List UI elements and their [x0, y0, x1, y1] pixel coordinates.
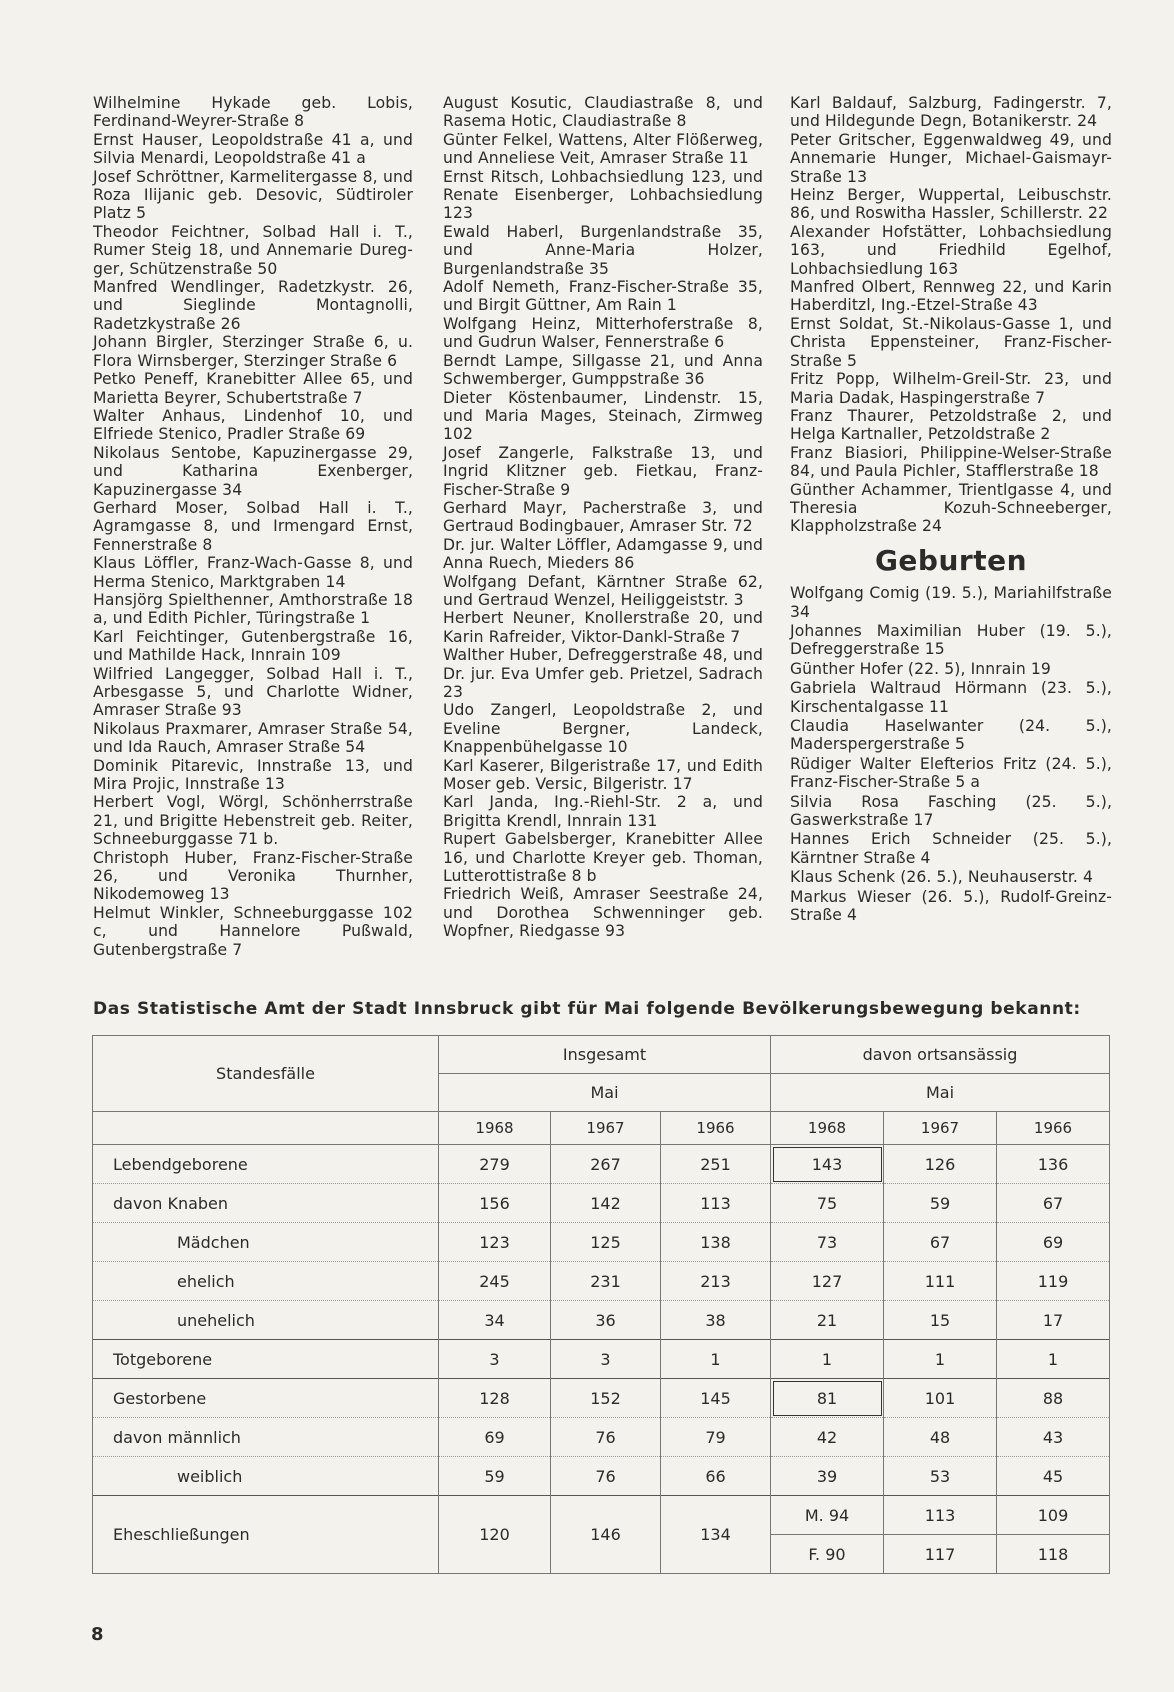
table-cell: 143: [771, 1145, 884, 1184]
table-cell: 75: [771, 1184, 884, 1223]
table-cell: 231: [551, 1262, 661, 1301]
year-header-blank: [93, 1112, 439, 1145]
table-cell: 76: [551, 1457, 661, 1496]
marriage-entry: Gerhard Moser, Solbad Hall i. T., Agramgasse 8, und Irmengard Ernst, Fennerstraße 8: [93, 498, 413, 554]
table-cell: 81: [771, 1379, 884, 1418]
table-cell: 138: [661, 1223, 771, 1262]
year-header: 1968: [439, 1112, 551, 1145]
year-header: 1966: [997, 1112, 1110, 1145]
marriage-entry: Heinz Berger, Wuppertal, Leibuschstr. 86, und Roswitha Hassler, Schillerstr. 22: [790, 186, 1112, 223]
birth-entry: Silvia Rosa Fasching (25. 5.), Gaswerkstraße 17: [790, 792, 1112, 830]
table-row-label: Lebendgeborene: [93, 1145, 439, 1184]
marriage-entry: Udo Zangerl, Leopoldstraße 2, und Eveline Bergner, Landeck, Knappenbühelgasse 10: [443, 701, 763, 757]
table-cell: 53: [884, 1457, 997, 1496]
marriage-entry: Berndt Lampe, Sillgasse 21, und Anna Schwemberger, Gumppstraße 36: [443, 351, 763, 389]
marriage-entry: Wolfgang Defant, Kärntner Straße 62, und Gertraud Wenzel, Heiliggeiststr. 3: [443, 572, 763, 609]
table-cell: 145: [661, 1379, 771, 1418]
marriage-entry: Nikolaus Praxmarer, Amraser Straße 54, und Ida Rauch, Amraser Straße 54: [93, 719, 413, 757]
table-cell: 38: [661, 1301, 771, 1340]
births-heading: Geburten: [874, 543, 1028, 577]
table-cell: 119: [997, 1262, 1110, 1301]
marriage-entry: Nikolaus Sentobe, Kapuzinergasse 29, und Katharina Exenberger, Kapuzinergasse 34: [93, 443, 413, 499]
marriage-entry: Josef Zangerle, Falkstraße 13, und Ingrid Klitzner geb. Fietkau, Franz-Fischer-Straße 9: [443, 443, 763, 499]
table-cell: 101: [884, 1379, 997, 1418]
table-row-label: ehelich: [93, 1262, 439, 1301]
marriage-entry: Johann Birgler, Sterzinger Straße 6, u. Flora Wirnsberger, Sterzinger Straße 6: [93, 333, 413, 370]
table-cell: 39: [771, 1457, 884, 1496]
birth-entry: Wolfgang Comig (19. 5.), Mariahilfstraße 34: [790, 584, 1112, 621]
table-cell: 36: [551, 1301, 661, 1340]
marriage-entry: Adolf Nemeth, Franz-Fischer-Straße 35, und Birgit Güttner, Am Rain 1: [443, 278, 763, 315]
row-header-cell: Standesfälle: [93, 1036, 439, 1112]
marriage-entry: Herbert Neuner, Knollerstraße 20, und Karin Rafreider, Viktor-Dankl-Straße 7: [443, 609, 763, 646]
table-cell: 88: [997, 1379, 1110, 1418]
marriage-entry: Theodor Feichtner, Solbad Hall i. T., Rumer Steig 18, und Annemarie Dureg- ger, Schützenstraße 50: [93, 222, 413, 278]
marriage-entry: Ernst Hauser, Leopoldstraße 41 a, und Silvia Menardi, Leopoldstraße 41 a: [93, 130, 413, 168]
table-cell: 109: [997, 1496, 1110, 1535]
statistics-announcement: Das Statistische Amt der Stadt Innsbruck gibt für Mai folgende Bevölkerungsbewegung bekannt:: [93, 999, 1081, 1019]
month-local-header: Mai: [771, 1074, 1110, 1112]
marriage-entry: August Kosutic, Claudiastraße 8, und Rasema Hotic, Claudiastraße 8: [443, 94, 763, 131]
birth-entry: Klaus Schenk (26. 5.), Neuhauserstr. 4: [790, 868, 1094, 887]
table-cell: 69: [439, 1418, 551, 1457]
table-cell: 134: [661, 1496, 771, 1574]
table-cell: 17: [997, 1301, 1110, 1340]
year-header: 1966: [661, 1112, 771, 1145]
table-cell: 111: [884, 1262, 997, 1301]
marriage-entry: Ewald Haberl, Burgenlandstraße 35, und Anne-Maria Holzer, Burgenlandstraße 35: [443, 222, 763, 278]
marriage-entry: Franz Biasiori, Philippine-Welser-Straße 84, und Paula Pichler, Stafflerstraße 18: [790, 443, 1112, 481]
table-cell: 113: [661, 1184, 771, 1223]
marriages-column-2: [443, 94, 763, 941]
marriage-entry: Hansjörg Spielthenner, Amthorstraße 18 a, und Edith Pichler, Türingstraße 1: [93, 590, 413, 628]
marriage-entry: Karl Kaserer, Bilgeristraße 17, und Edith Moser geb. Versic, Bilgeristr. 17: [443, 756, 763, 794]
marriage-entry: Walter Anhaus, Lindenhof 10, und Elfriede Stenico, Pradler Straße 69: [93, 406, 413, 444]
year-header: 1968: [771, 1112, 884, 1145]
birth-entry: Markus Wieser (26. 5.), Rudolf-Greinz-Straße 4: [790, 887, 1112, 925]
marriages-column-1: [93, 94, 413, 959]
birth-entry: Claudia Haselwanter (24. 5.), Maderspergerstraße 5: [790, 717, 1112, 754]
table-cell: 156: [439, 1184, 551, 1223]
birth-entry: Rüdiger Walter Elefterios Fritz (24. 5.), Franz-Fischer-Straße 5 a: [790, 754, 1112, 792]
marriage-entry: Karl Janda, Ing.-Riehl-Str. 2 a, und Brigitta Krendl, Innrain 131: [443, 793, 763, 830]
table-cell: 146: [551, 1496, 661, 1574]
table-cell: 21: [771, 1301, 884, 1340]
table-row-label: Mädchen: [93, 1223, 439, 1262]
table-cell: 59: [439, 1457, 551, 1496]
marriage-entry: Ernst Ritsch, Lohbachsiedlung 123, und Renate Eisenberger, Lohbachsiedlung 123: [443, 167, 763, 223]
table-cell: 34: [439, 1301, 551, 1340]
birth-entry: Johannes Maximilian Huber (19. 5.), Defreggerstraße 15: [790, 621, 1112, 659]
marriage-entry: Wolfgang Heinz, Mitterhoferstraße 8, und Gudrun Walser, Fennerstraße 6: [443, 314, 763, 352]
table-cell: 43: [997, 1418, 1110, 1457]
table-cell: 118: [997, 1535, 1110, 1574]
table-cell: 73: [771, 1223, 884, 1262]
marriage-entry: Günter Felkel, Wattens, Alter Flößerweg, und Anneliese Veit, Amraser Straße 11: [443, 130, 763, 168]
table-cell: 123: [439, 1223, 551, 1262]
marriage-entry: Fritz Popp, Wilhelm-Greil-Str. 23, und Maria Dadak, Haspingerstraße 7: [790, 370, 1112, 407]
table-cell: 15: [884, 1301, 997, 1340]
table-cell: 251: [661, 1145, 771, 1184]
marriage-entry: Karl Baldauf, Salzburg, Fadingerstr. 7, und Hildegunde Degn, Botanikerstr. 24: [790, 94, 1112, 131]
table-cell: 127: [771, 1262, 884, 1301]
marriage-entry: Alexander Hofstätter, Lohbachsiedlung 163, und Friedhild Egelhof, Lohbachsiedlung 163: [790, 222, 1112, 278]
table-cell: 42: [771, 1418, 884, 1457]
table-cell: 1: [771, 1340, 884, 1379]
table-cell: 142: [551, 1184, 661, 1223]
marriage-entry: Franz Thaurer, Petzoldstraße 2, und Helga Kartnaller, Petzoldstraße 2: [790, 406, 1112, 444]
table-row-label: weiblich: [93, 1457, 439, 1496]
marriage-entry: Gerhard Mayr, Pacherstraße 3, und Gertraud Bodingbauer, Amraser Str. 72: [443, 498, 763, 536]
marriage-entry: Rupert Gabelsberger, Kranebitter Allee 16, und Charlotte Kreyer geb. Thoman, Lutterottistraße 8 b: [443, 830, 763, 886]
year-header: 1967: [551, 1112, 661, 1145]
marriage-entry: Herbert Vogl, Wörgl, Schönherrstraße 21, und Brigitte Hebenstreit geb. Reiter, Schneeburggasse 71 b.: [93, 793, 413, 849]
table-cell: 136: [997, 1145, 1110, 1184]
table-cell: 67: [997, 1184, 1110, 1223]
table-cell: 245: [439, 1262, 551, 1301]
marriage-entry: Dominik Pitarevic, Innstraße 13, und Mira Projic, Innstraße 13: [93, 756, 413, 794]
table-cell: 48: [884, 1418, 997, 1457]
population-statistics-table: [92, 1035, 1110, 1574]
table-cell: 1: [997, 1340, 1110, 1379]
table-cell: 267: [551, 1145, 661, 1184]
marriage-entry: Wilfried Langegger, Solbad Hall i. T., Arbesgasse 5, und Charlotte Widner, Amraser Straße 93: [93, 664, 413, 720]
marriage-entry: Josef Schröttner, Karmelitergasse 8, und Roza Ilijanic geb. Desovic, Südtiroler Platz 5: [93, 167, 413, 223]
marriage-entry: Karl Feichtinger, Gutenbergstraße 16, und Mathilde Hack, Innrain 109: [93, 627, 413, 665]
table-row-label: Gestorbene: [93, 1379, 439, 1418]
table-cell: 279: [439, 1145, 551, 1184]
birth-entry: Hannes Erich Schneider (25. 5.), Kärntner Straße 4: [790, 830, 1112, 867]
birth-entry: Gabriela Waltraud Hörmann (23. 5.), Kirschentalgasse 11: [790, 679, 1112, 716]
birth-entry: Günther Hofer (22. 5), Innrain 19: [790, 659, 1051, 678]
table-cell: 59: [884, 1184, 997, 1223]
table-cell: 3: [551, 1340, 661, 1379]
table-cell: 1: [884, 1340, 997, 1379]
marriage-entry: Manfred Wendlinger, Radetzkystr. 26, und Sieglinde Montagnolli, Radetzkystraße 26: [93, 278, 413, 333]
table-cell: F. 90: [771, 1535, 884, 1574]
marriages-row-label: Eheschließungen: [93, 1496, 439, 1574]
table-row-label: Totgeborene: [93, 1340, 439, 1379]
table-cell: 1: [661, 1340, 771, 1379]
marriage-entry: Dieter Köstenbaumer, Lindenstr. 15, und Maria Mages, Steinach, Zirmweg 102: [443, 388, 763, 444]
table-cell: 3: [439, 1340, 551, 1379]
marriage-entry: Klaus Löffler, Franz-Wach-Gasse 8, und Herma Stenico, Marktgraben 14: [93, 554, 413, 591]
marriage-entry: Günther Achammer, Trientlgasse 4, und Theresia Kozuh-Schneeberger, Klappholzstraße 24: [790, 480, 1112, 536]
group-total-header: Insgesamt: [439, 1036, 771, 1074]
marriage-entry: Peter Gritscher, Eggenwaldweg 49, und Annemarie Hunger, Michael-Gaismayr-Straße 13: [790, 130, 1112, 186]
table-cell: 69: [997, 1223, 1110, 1262]
table-cell: 76: [551, 1418, 661, 1457]
table-row-label: davon Knaben: [93, 1184, 439, 1223]
marriage-entry: Friedrich Weiß, Amraser Seestraße 24, und Dorothea Schwenninger geb. Wopfner, Riedgasse 93: [443, 885, 763, 941]
table-cell: 67: [884, 1223, 997, 1262]
table-cell: 45: [997, 1457, 1110, 1496]
table-cell: 128: [439, 1379, 551, 1418]
table-cell: 126: [884, 1145, 997, 1184]
table-cell: 113: [884, 1496, 997, 1535]
marriage-entry: Christoph Huber, Franz-Fischer-Straße 26, und Veronika Thurnher, Nikodemoweg 13: [93, 848, 413, 904]
marriage-entry: Manfred Olbert, Rennweg 22, und Karin Haberditzl, Ing.-Etzel-Straße 43: [790, 278, 1112, 315]
table-cell: M. 94: [771, 1496, 884, 1535]
table-row-label: davon männlich: [93, 1418, 439, 1457]
year-header: 1967: [884, 1112, 997, 1145]
table-cell: 152: [551, 1379, 661, 1418]
marriages-column-3: [790, 94, 1112, 925]
table-cell: 125: [551, 1223, 661, 1262]
marriage-entry: Ernst Soldat, St.-Nikolaus-Gasse 1, und Christa Eppensteiner, Franz-Fischer-Straße 5: [790, 314, 1112, 370]
table-cell: 117: [884, 1535, 997, 1574]
marriage-entry: Petko Peneff, Kranebitter Allee 65, und Marietta Beyrer, Schubertstraße 7: [93, 370, 413, 407]
marriage-entry: Walther Huber, Defreggerstraße 48, und Dr. jur. Eva Umfer geb. Prietzel, Sadrach 23: [443, 646, 763, 701]
marriage-entry: Helmut Winkler, Schneeburggasse 102 c, und Hannelore Pußwald, Gutenbergstraße 7: [93, 903, 413, 959]
table-row-label: unehelich: [93, 1301, 439, 1340]
table-cell: 120: [439, 1496, 551, 1574]
table-cell: 79: [661, 1418, 771, 1457]
page-number: 8: [91, 1624, 104, 1645]
marriage-entry: Dr. jur. Walter Löffler, Adamgasse 9, und Anna Ruech, Mieders 86: [443, 535, 763, 573]
marriage-entry: Wilhelmine Hykade geb. Lobis, Ferdinand-Weyrer-Straße 8: [93, 94, 413, 131]
group-local-header: davon ortsansässig: [771, 1036, 1110, 1074]
month-total-header: Mai: [439, 1074, 771, 1112]
table-cell: 66: [661, 1457, 771, 1496]
table-cell: 213: [661, 1262, 771, 1301]
